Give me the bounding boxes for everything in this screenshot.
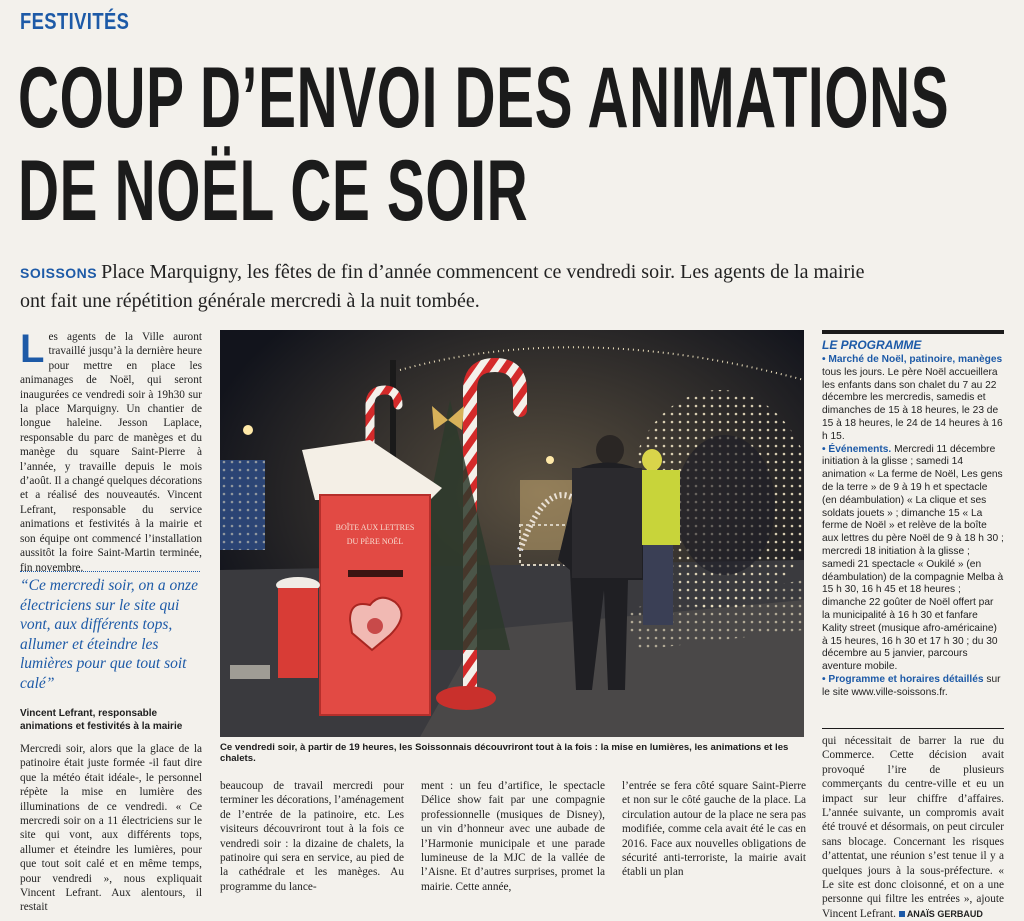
location-kicker: SOISSONS [20,265,98,281]
body-column-2: beaucoup de travail mercredi pour terminer les décorations, l’aménagement de l’entrée de la patinoire, etc. Les visiteurs découvriront tout à la fois ce vendredi soir : la dizaine de chalets, la patinoire qui sera en service, au pied de la cathédrale et les manèges. Au programme du lance- [220,780,404,893]
photo [220,330,804,737]
body-column-4: l’entrée se fera côté square Saint-Pierre et non sur le côté gauche de la place. La circulation autour de la place ne sera pas modifiée, comme cela avait été le cas en 2016. Face aux nouvelles obligations de sécurité anti-terroriste, la mairie avait établi un plan [622,780,806,879]
programme-box [822,354,1004,700]
lead-text: es agents de la Ville auront travaillé jusqu’à la dernière heure pour mettre en place les animanages de Noël, qui seront inaugurées ce vendredi soir à 19h30 sur la place Marquigny. Un chantier de longue haleine. Jesson Laplace, responsable du parc de manèges et du manège du square Saint-Pierre à l’année, y travaille depuis le mois d’août. Il a changé quelques décorations et a réalisé des nouveautés. Vincent Lefrant, responsable du service animations et festivités à la mairie et son équipe ont commencé l’installation aussitôt la foire Saint-Martin terminée, fin novembre. [20,331,202,574]
pull-quote-source: Vincent Lefrant, responsable animations et festivités à la mairie [20,708,183,732]
programme-item [822,444,1004,674]
programme-top-rule [822,330,1004,334]
photo-caption: Ce vendredi soir, à partir de 19 heures, les Soissonnais découvriront tout à la fois : la mise en lumières, les animations et les chalets. [220,742,789,764]
author-signature: ANAÏS GERBAUD [899,909,983,919]
programme-item [822,674,1004,700]
body-column-5 [822,734,1004,921]
programme-item-label: • Marché de Noël, patinoire, manèges [822,354,1003,365]
svg-text:DU PÈRE NOËL: DU PÈRE NOËL [346,537,404,546]
programme-title: LE PROGRAMME [822,338,922,352]
section-rubric: FESTIVITÉS [20,8,130,34]
programme-item-label: • Programme et horaires détaillés [822,673,984,685]
standfirst-text: Place Marquigny, les fêtes de fin d’année commencent ce vendredi soir. Les agents de la mairie ont fait une répétition générale mercredi à la nuit tombée. [20,261,865,312]
lead-paragraph [20,327,202,575]
headline-line-2: DE NOËL CE SOIR [18,143,529,239]
letterbox-lettering: BOÎTE AUX LETTRES [335,523,415,532]
programme-item-text: sur le site www.ville-soissons.fr. [822,673,1001,698]
night-market-photo-illustration [220,330,804,737]
quote-divider [20,571,200,572]
headline-line-1: COUP D’ENVOI DES ANIMATIONS [18,50,950,146]
programme-item-text: tous les jours. Le père Noël accueillera les enfants dans son chalet du 7 au 22 décembre les mercredis, samedis et dimanches de 15 à 18 heures, le 23 de 15 à 18 heures, le 24 de 14 heures à 16 h 15. [822,366,1003,442]
signature-square-icon [899,911,905,917]
drop-cap: L [20,327,45,371]
pull-quote: “Ce mercredi soir, on a onze électriciens sur le site qui vont, aux différents tops, allumer et éteindre les lumières pour que tout soit calé” [20,577,198,692]
programme-item-text: Mercredi 11 décembre initiation à la glisse ; samedi 14 animation « La ferme de Noël, Les gens de la terre » de 9 à 19 h et spectacle (en déambulation) « La clique et ses soldats jouets » ; dimanche 15 « La ferme de Noël » et relève de la boîte aux lettres du père Noël de 9 à 18 h 30 ; mercredi 18 initiation à la glisse ; samedi 21 spectacle « Oukilé » (en déambulation) de la compagnie Melba à 15 h 30, 16 h 45 et 18 heures ; dimanche 22 goûter de Noël offert par la municipalité à 16 h 30 et fanfare Kality street (musique afro-américaine) à 15 heures, 16 h 30 et 17 h 30 ; du 30 décembre au 5 janvier, parcours aventure mobile. [822,443,1004,673]
body-column-5-text: qui nécessitait de barrer la rue du Commerce. Cette décision avait provoqué l’ire de plusieurs commerçants du centre-ville et eu un impact sur leur chiffre d’affaires. L’année suivante, un compromis avait été trouvé et désormais, on peut circuler sans blocage. Concernant les risques d’attentat, une réunion s’est tenue il y a quelques jours à la sous-préfecture. « Le site est donc cloisonné, et on a une personne qui filtre les entrées », ajoute Vincent Lefrant. [822,735,1004,920]
standfirst [20,258,880,315]
body-column-1: Mercredi soir, alors que la glace de la patinoire était juste formée -il faut dire que la météo était idéale-, le personnel répète la mise en lumière des illuminations de ce vendredi. « Ce mercredi soir on a 11 électriciens sur le site qui vont, aux différents tops, allumer et éteindre les lumières, pour que tout soit calé et en même temps, pour vendredi », nous expliquait Vincent Lefrant. Aux alentours, il restait [20,743,202,914]
programme-bottom-rule [822,728,1004,729]
programme-item-label: • Événements. [822,443,892,455]
body-column-3: ment : un feu d’artifice, le spectacle Délice show fait par une compagnie professionnelle (musiques de Disney), un vin d’honneur avec une aubade de l’Harmonie municipale et une parade lumineuse de la MJC de la vallée de l’Aisne. Et d’autres surprises, promet la mairie. Cette année, [421,780,605,893]
headline [18,52,949,238]
programme-item [822,354,1004,444]
